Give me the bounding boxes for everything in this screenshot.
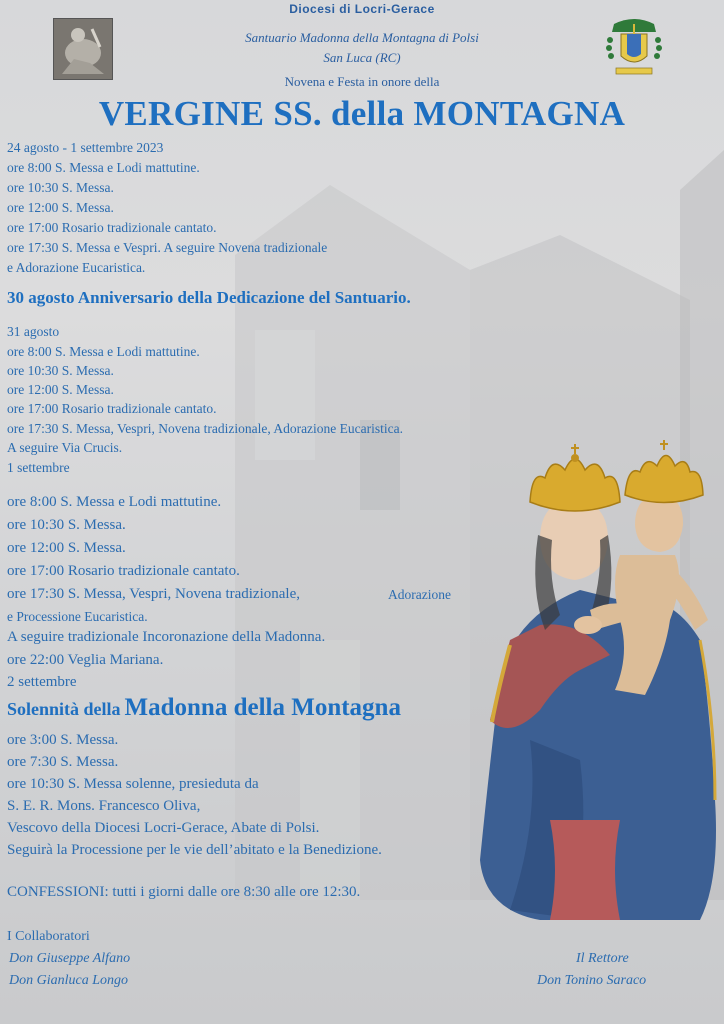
schedule-line: e Processione Eucaristica. <box>7 609 148 624</box>
solemnity-name: Madonna della Montagna <box>124 694 401 721</box>
schedule-line: A seguire tradizionale Incoronazione della Madonna. <box>7 629 326 645</box>
schedule-line: ore 10:30 S. Messa solenne, presieduta da <box>7 776 259 792</box>
schedule-line: ore 17:30 S. Messa e Vespri. A seguire Novena tradizionale <box>7 240 328 255</box>
sanctuary-place: San Luca (RC) <box>323 50 401 65</box>
block3-date: 1 settembre <box>7 460 70 475</box>
schedule-line: ore 8:00 S. Messa e Lodi mattutine. <box>7 344 200 359</box>
diocese-name: Diocesi di Locri-Gerace <box>289 2 435 16</box>
schedule-line: A seguire Via Crucis. <box>7 440 123 455</box>
schedule-line: Vescovo della Diocesi Locri-Gerace, Abate di Polsi. <box>7 820 320 836</box>
schedule-line: ore 12:00 S. Messa. <box>7 540 126 556</box>
schedule-line: ore 17:00 Rosario tradizionale cantato. <box>7 220 217 235</box>
schedule-line-tail: Adorazione <box>388 587 451 602</box>
schedule-line: S. E. R. Mons. Francesco Oliva, <box>7 798 201 814</box>
schedule-line: ore 17:00 Rosario tradizionale cantato. <box>7 401 217 416</box>
schedule-line: ore 17:00 Rosario tradizionale cantato. <box>7 563 240 579</box>
block1-dates: 24 agosto - 1 settembre 2023 <box>7 140 164 155</box>
schedule-line: e Adorazione Eucaristica. <box>7 260 146 275</box>
saint-emblem <box>53 18 113 80</box>
solemnity-prefix: Solennità della <box>7 699 121 719</box>
block2-date: 31 agosto <box>7 324 60 339</box>
schedule-line: ore 10:30 S. Messa. <box>7 363 114 378</box>
rector-title: Il Rettore <box>576 951 629 966</box>
schedule-line: ore 10:30 S. Messa. <box>7 180 114 195</box>
schedule-line: ore 8:00 S. Messa e Lodi mattutine. <box>7 160 200 175</box>
coat-of-arms-icon <box>604 16 664 78</box>
solemnity-heading <box>7 694 401 722</box>
schedule-line: ore 22:00 Veglia Mariana. <box>7 652 164 668</box>
schedule-line: ore 17:30 S. Messa, Vespri, Novena tradizionale, Adorazione Eucaristica. <box>7 421 404 436</box>
sanctuary-name: Santuario Madonna della Montagna di Polsi <box>245 30 479 45</box>
schedule-line: ore 10:30 S. Messa. <box>7 517 126 533</box>
schedule-line: ore 7:30 S. Messa. <box>7 754 119 770</box>
schedule-line: ore 3:00 S. Messa. <box>7 732 119 748</box>
schedule-line: ore 12:00 S. Messa. <box>7 200 114 215</box>
rector-name: Don Tonino Saraco <box>537 973 647 988</box>
madonna-statue-icon <box>470 440 724 930</box>
schedule-line: ore 17:30 S. Messa, Vespri, Novena tradizionale, <box>7 586 300 602</box>
confessions-note: CONFESSIONI: tutti i giorni dalle ore 8:30 alle ore 12:30. <box>7 884 361 900</box>
collaborators-title: I Collaboratori <box>7 929 90 944</box>
novena-subtitle: Novena e Festa in onore della <box>284 74 440 89</box>
anniversary-heading: 30 agosto Anniversario della Dedicazione del Santuario. <box>7 288 411 307</box>
collaborator-name: Don Giuseppe Alfano <box>9 951 131 966</box>
collaborator-name: Don Gianluca Longo <box>9 973 128 988</box>
page-title: VERGINE SS. della MONTAGNA <box>98 94 626 133</box>
schedule-line: Seguirà la Processione per le vie dell’abitato e la Benedizione. <box>7 842 382 858</box>
schedule-line: ore 8:00 S. Messa e Lodi mattutine. <box>7 494 222 510</box>
schedule-line: ore 12:00 S. Messa. <box>7 382 114 397</box>
block4-date: 2 settembre <box>7 674 77 690</box>
